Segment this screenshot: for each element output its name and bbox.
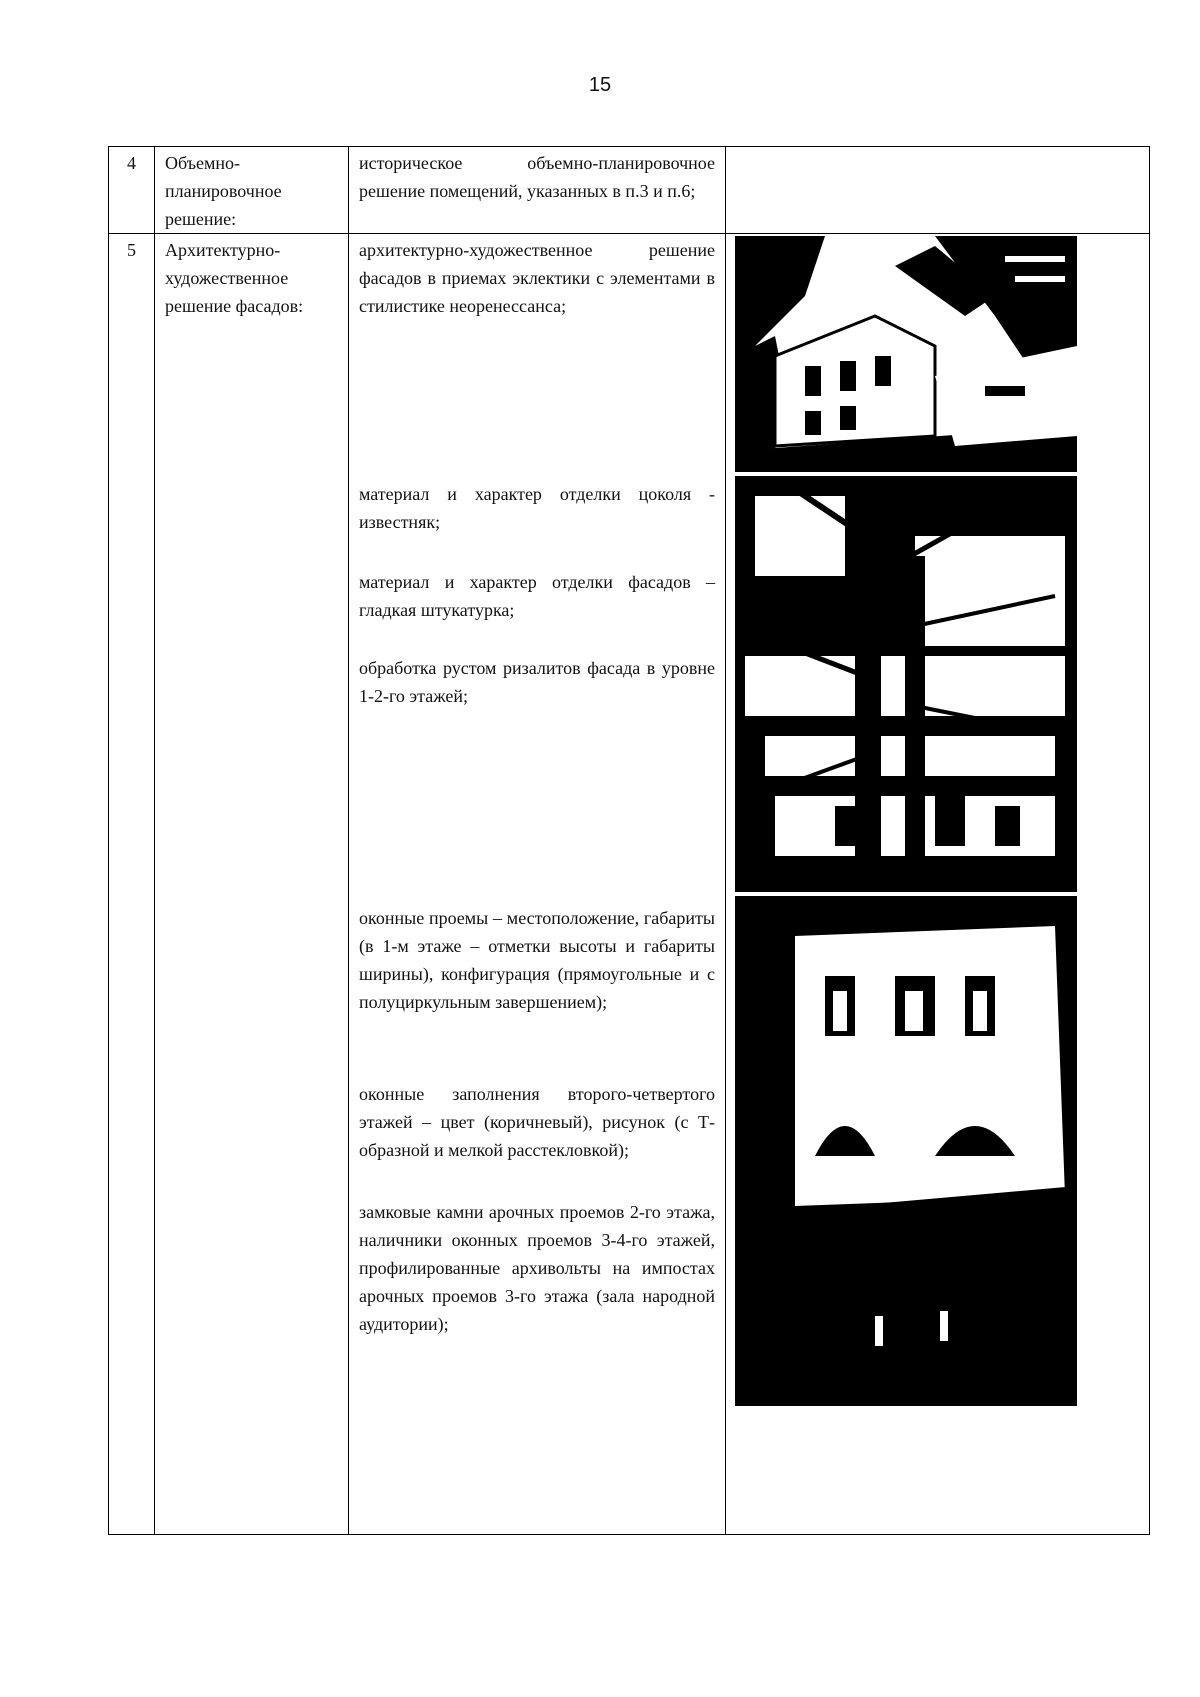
table-row: [109, 147, 1150, 234]
table-row: [109, 234, 1150, 1535]
description-paragraph: материал и характер отделки цоколя - известняк;: [359, 484, 715, 532]
facade-photo-2: [735, 476, 1077, 892]
row-description: [349, 234, 726, 1535]
monument-subject-table: [108, 146, 1150, 1535]
row-name: [155, 234, 349, 1535]
description-paragraph: архитектурно-художественное решение фасадов в приемах эклектики с элементами в стилистике неоренессанса;: [359, 240, 715, 316]
description-paragraph: оконные заполнения второго-четвертого этажей – цвет (коричневый), рисунок (с Т-образной и мелкой расстекловкой);: [359, 1084, 715, 1160]
facade-photo-3: [735, 896, 1077, 1406]
row-photo-cell: [726, 234, 1150, 1535]
row-number: 5: [109, 234, 155, 1535]
row-name: [155, 147, 349, 234]
facade-photo-1: [735, 236, 1077, 472]
page-number: 15: [588, 74, 612, 96]
description-paragraph: замковые камни арочных проемов 2-го этажа, наличники оконных проемов 3-4-го этажей, профилированные архивольты на импостах арочных проемов 3-го этажа (зала народной аудитории);: [359, 1202, 715, 1334]
row-number: 4: [109, 147, 155, 234]
description-paragraph: обработка рустом ризалитов фасада в уровне 1-2-го этажей;: [359, 658, 715, 706]
row-description: историческое объемно-планировочное решение помещений, указанных в п.3 и п.6;: [349, 147, 726, 234]
row-name-text: Объемно-планировочное решение:: [165, 153, 282, 229]
row-name-text: Архитектурно-художественное решение фасадов:: [165, 240, 304, 316]
description-paragraph: материал и характер отделки фасадов – гладкая штукатурка;: [359, 572, 715, 620]
row-photo-cell: [726, 147, 1150, 234]
description-paragraph: оконные проемы – местоположение, габариты (в 1-м этаже – отметки высоты и габариты ширины), конфигурация (прямоугольные и с полуциркульным завершением);: [359, 908, 715, 1012]
